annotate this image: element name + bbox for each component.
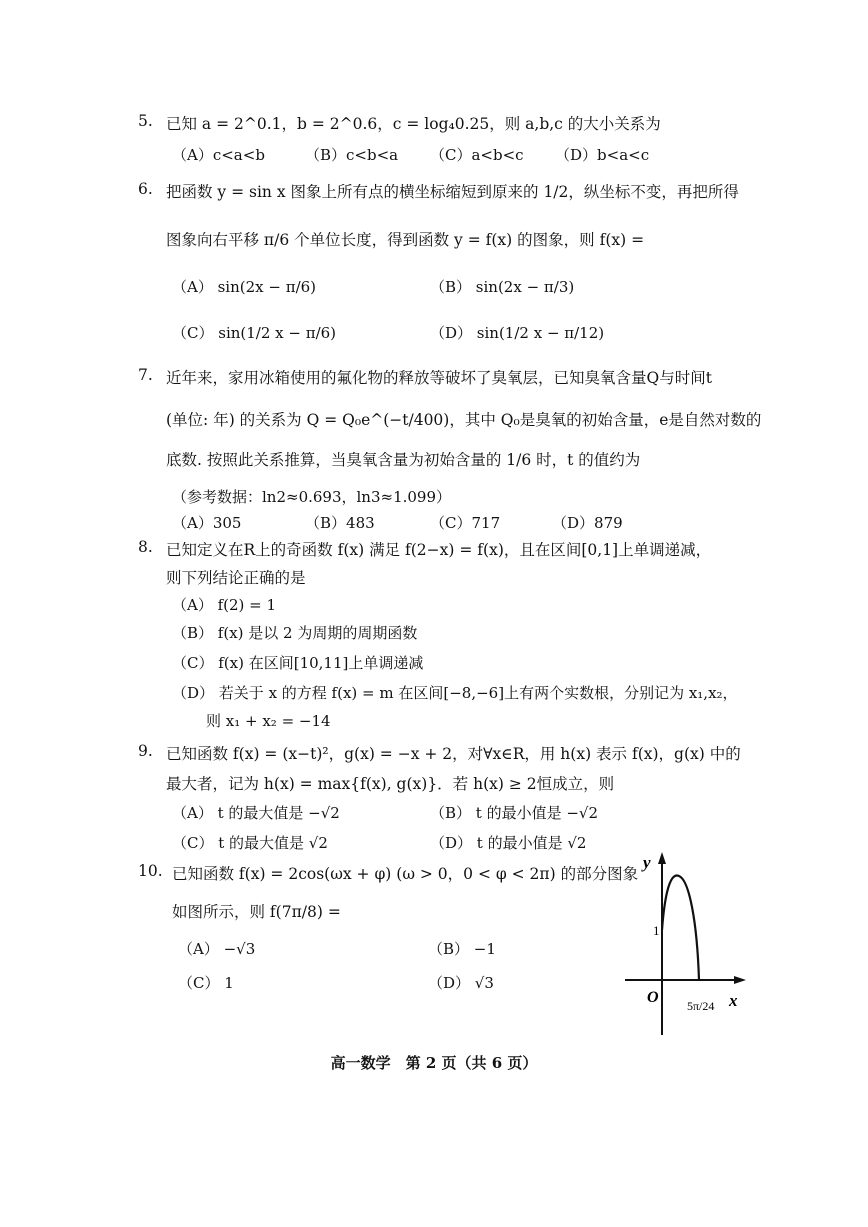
q10-option-a: （A） −√3 xyxy=(178,940,256,958)
q6-option-c: （C） sin(1/2 x − π/6) xyxy=(172,324,337,342)
q10-option-b: （B） −1 xyxy=(428,940,496,958)
q8-line2: 则下列结论正确的是 xyxy=(166,569,306,587)
q9-option-d: （D） t 的最小值是 √2 xyxy=(430,834,587,852)
q8-option-c: （C） f(x) 在区间[10,11]上单调递减 xyxy=(172,654,424,672)
q8-option-d: （D） 若关于 x 的方程 f(x) = m 在区间[−8,−6]上有两个实数根，分别记为 x₁,x₂， xyxy=(172,684,738,702)
q10-line1: 已知函数 f(x) = 2cos(ωx + φ) (ω > 0，0 < φ < 2π) 的部分图象 xyxy=(172,865,639,883)
function-graph xyxy=(615,850,750,1040)
cosine-curve xyxy=(662,875,699,980)
q7-option-a: （A）305 xyxy=(172,514,242,532)
q5-number: 5. xyxy=(138,112,153,130)
q10-line2: 如图所示，则 f(7π/8) = xyxy=(172,903,341,921)
q10-option-c: （C） 1 xyxy=(178,974,234,992)
x-axis-label: x xyxy=(729,991,738,1010)
q7-reference-data: （参考数据：ln2≈0.693，ln3≈1.099） xyxy=(172,488,452,506)
q8-option-a: （A） f(2) = 1 xyxy=(172,596,277,614)
q6-option-d: （D） sin(1/2 x − π/12) xyxy=(430,324,605,342)
q5-stem: 已知 a = 2^0.1，b = 2^0.6，c = log₄0.25，则 a,b,c 的大小关系为 xyxy=(166,115,661,133)
q9-line1: 已知函数 f(x) = (x−t)²，g(x) = −x + 2，对∀x∈R，用 h(x) 表示 f(x)，g(x) 中的 xyxy=(166,745,741,763)
q8-option-d-cont: 则 x₁ + x₂ = −14 xyxy=(206,712,331,730)
y-axis-label: y xyxy=(643,853,651,872)
q9-line2: 最大者，记为 h(x) = max{f(x), g(x)}．若 h(x) ≥ 2恒成立，则 xyxy=(166,775,615,793)
page-footer: 高一数学 第 2 页（共 6 页） xyxy=(330,1054,538,1072)
q6-line1: 把函数 y = sin x 图象上所有点的横坐标缩短到原来的 1/2，纵坐标不变，再把所得 xyxy=(166,183,739,201)
q8-number: 8. xyxy=(138,538,153,556)
q9-option-b: （B） t 的最小值是 −√2 xyxy=(430,804,599,822)
q6-option-a: （A） sin(2x − π/6) xyxy=(172,278,317,296)
q7-option-b: （B）483 xyxy=(305,514,375,532)
q7-option-c: （C）717 xyxy=(430,514,501,532)
q7-number: 7. xyxy=(138,366,153,384)
q5-option-c: （C）a<b<c xyxy=(430,146,524,164)
y-tick-label: 1 xyxy=(653,923,660,938)
q7-line3: 底数. 按照此关系推算，当臭氧含量为初始含量的 1/6 时，t 的值约为 xyxy=(166,451,641,469)
q10-number: 10. xyxy=(138,862,163,880)
q9-number: 9. xyxy=(138,742,153,760)
q8-line1: 已知定义在R上的奇函数 f(x) 满足 f(2−x) = f(x)，且在区间[0,1]上单调递减， xyxy=(166,541,712,559)
q7-line2: (单位: 年) 的关系为 Q = Q₀e^(−t/400)，其中 Q₀是臭氧的初始含量，e是自然对数的 xyxy=(166,411,762,429)
q8-option-b: （B） f(x) 是以 2 为周期的周期函数 xyxy=(172,624,418,642)
q5-option-d: （D）b<a<c xyxy=(555,146,650,164)
q6-number: 6. xyxy=(138,180,153,198)
q6-line2: 图象向右平移 π/6 个单位长度，得到函数 y = f(x) 的图象，则 f(x) = xyxy=(166,231,645,249)
x-tick-label: 5π/24 xyxy=(687,999,715,1013)
y-axis-arrow xyxy=(658,852,666,864)
q5-option-a: （A）c<a<b xyxy=(172,146,265,164)
q5-option-b: （B）c<b<a xyxy=(305,146,399,164)
x-axis-arrow xyxy=(734,976,746,984)
origin-label: O xyxy=(647,989,659,1006)
q10-option-d: （D） √3 xyxy=(428,974,494,992)
q9-option-c: （C） t 的最大值是 √2 xyxy=(172,834,328,852)
q7-option-d: （D）879 xyxy=(552,514,623,532)
q6-option-b: （B） sin(2x − π/3) xyxy=(430,278,575,296)
q7-line1: 近年来，家用冰箱使用的氟化物的释放等破坏了臭氧层，已知臭氧含量Q与时间t xyxy=(166,369,712,387)
q9-option-a: （A） t 的最大值是 −√2 xyxy=(172,804,340,822)
